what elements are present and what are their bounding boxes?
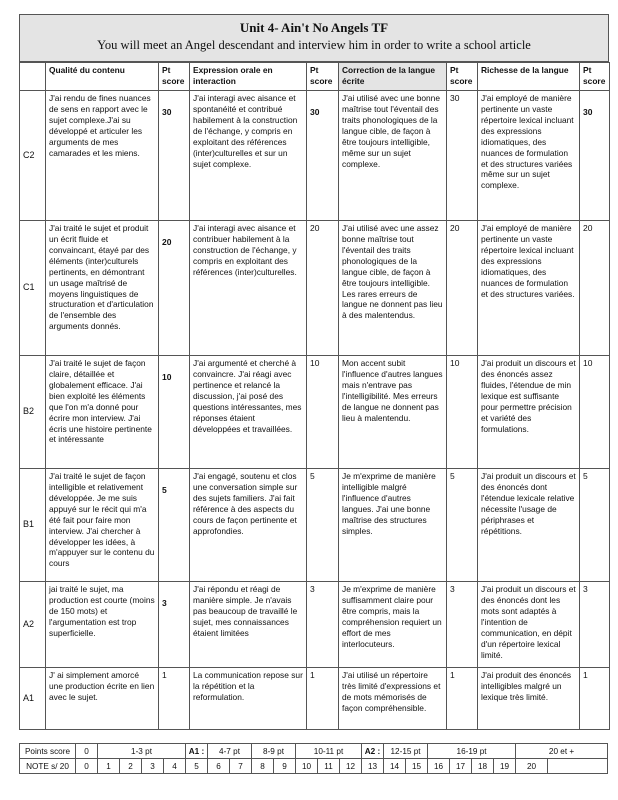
score-cell: 3 <box>580 582 610 668</box>
rubric-row-c2 <box>20 91 610 221</box>
note-value: 13 <box>362 759 384 774</box>
score-cell: 5 <box>307 469 339 582</box>
richesse-cell: J'ai employé de manière pertinente un vaste répertoire lexical incluant des expressions idiomatiques, des nuances de formulation et des structures variées. <box>478 221 580 356</box>
richesse-cell: J'ai employé de manière pertinente un vaste répertoire lexical incluant des expressions idiomatiques, des nuances de formulation et des structures variées même sur un sujet complexe. <box>478 91 580 221</box>
score-cell: 30 <box>307 91 339 221</box>
points-range: 4-7 pt <box>208 744 252 759</box>
score-cell: 3 <box>307 582 339 668</box>
score-scale-table <box>19 743 608 774</box>
points-range: 16-19 pt <box>428 744 516 759</box>
expression-cell: J'ai répondu et réagi de manière simple. Je n'avais pas beaucoup de travaillé le sujet, mes connaissances étaient limitées <box>190 582 307 668</box>
score-cell: 30 <box>580 91 610 221</box>
points-range: 0 <box>76 744 98 759</box>
note-label: NOTE s/ 20 <box>20 759 76 774</box>
pt-score-header: Pt score <box>580 63 610 91</box>
score-cell: 20 <box>159 221 190 356</box>
rubric-row-b1 <box>20 469 610 582</box>
note-value: 20 <box>516 759 548 774</box>
richesse-cell: J'ai produit un discours et des énoncés dont l'étendue lexicale relative nécessite l'usage de périphrases et répétitions. <box>478 469 580 582</box>
note-value: 15 <box>406 759 428 774</box>
unit-title: Unit 4- Ain't No Angels TF <box>239 20 389 35</box>
note-value: 18 <box>472 759 494 774</box>
note-value: 11 <box>318 759 340 774</box>
points-row <box>20 744 608 759</box>
points-range: 8-9 pt <box>252 744 296 759</box>
pt-score-header: Pt score <box>447 63 478 91</box>
level-header <box>20 63 46 91</box>
rubric-row-c1 <box>20 221 610 356</box>
pt-score-header: Pt score <box>307 63 339 91</box>
richesse-cell: J'ai produit un discours et des énoncés dont les mots sont adaptés à l'intention de communication, en dépit d'un répertoire lexical limité. <box>478 582 580 668</box>
correction-cell: J'ai utilisé avec une bonne maîtrise tout l'éventail des traits phonologiques de la langue cible, de façon à être toujours intelligible, même sur un sujet complexe. <box>339 91 447 221</box>
points-range: 12-15 pt <box>384 744 428 759</box>
qualite-cell: J'ai traité le sujet de façon claire, détaillée et globalement efficace. J'ai bien exploité les éléments que l'on m'a donné pour écrire mon interview. J'ai écris une histoire pertinente et intéressante <box>46 356 159 469</box>
note-value: 1 <box>98 759 120 774</box>
qualite-cell: J'ai traité le sujet de façon intelligible et relativement développée. Je me suis appuyé sur le récit qui m'a été fait pour faire mon interview. J'ai chercher à développer les idées, à m'appuyer sur le contenu du cours <box>46 469 159 582</box>
rubric-header-row <box>20 63 610 91</box>
note-value: 19 <box>494 759 516 774</box>
note-value: 2 <box>120 759 142 774</box>
correction-header: Correction de la langue écrite <box>339 63 447 91</box>
note-value: 8 <box>252 759 274 774</box>
note-value: 0 <box>76 759 98 774</box>
notes-row <box>20 759 608 774</box>
level-label: A2 <box>20 582 46 668</box>
unit-subtitle: You will meet an Angel descendant and interview him in order to write a school article <box>97 38 531 52</box>
score-cell: 1 <box>447 668 478 730</box>
points-range: 1-3 pt <box>98 744 186 759</box>
correction-cell: Je m'exprime de manière suffisamment claire pour être compris, mais la compréhension requiert un effort de mes interlocuteurs. <box>339 582 447 668</box>
note-value: 7 <box>230 759 252 774</box>
qualite-cell: J'ai traité le sujet et produit un écrit fluide et convaincant, étayé par des éléments (inter)culturels pertinents, en démontrant un usage maîtrisé de moyens linguistiques de structuration et d'articulation de l'ensemble des arguments donnés. <box>46 221 159 356</box>
level-label: C1 <box>20 221 46 356</box>
score-cell: 10 <box>159 356 190 469</box>
note-value: 9 <box>274 759 296 774</box>
note-value: 17 <box>450 759 472 774</box>
rubric-table <box>19 62 610 730</box>
correction-cell: Mon accent subit l'influence d'autres langues mais n'entrave pas l'intelligibilité. Mes erreurs de langue ne donnent pas lieu à malentendu. <box>339 356 447 469</box>
rubric-row-a2 <box>20 582 610 668</box>
score-cell: 10 <box>447 356 478 469</box>
expression-header: Expression orale en interaction <box>190 63 307 91</box>
qualite-cell: J' ai simplement amorcé une production écrite en lien avec le sujet. <box>46 668 159 730</box>
points-label: Points score <box>20 744 76 759</box>
score-cell: 30 <box>159 91 190 221</box>
score-cell: 1 <box>580 668 610 730</box>
qualite-cell: jai traité le sujet, ma production est courte (moins de 150 mots) et l'argumentation est trop superficielle. <box>46 582 159 668</box>
level-label: B1 <box>20 469 46 582</box>
note-value: 5 <box>186 759 208 774</box>
correction-cell: Je m'exprime de manière intelligible malgré l'influence d'autres langues. J'ai une bonne maîtrise des structures simples. <box>339 469 447 582</box>
qualite-header: Qualité du contenu <box>46 63 159 91</box>
richesse-header: Richesse de la langue <box>478 63 580 91</box>
rubric-row-a1 <box>20 668 610 730</box>
points-range: 10-11 pt <box>296 744 362 759</box>
score-cell: 1 <box>307 668 339 730</box>
expression-cell: J'ai argumenté et cherché à convaincre. J'ai réagi avec pertinence et relancé la discussion, j'ai posé des questions intéressantes, mes réponses étaient développées et travaillées. <box>190 356 307 469</box>
correction-cell: J'ai utilisé un répertoire très limité d'expressions et de mots mémorisés de façon compréhensible. <box>339 668 447 730</box>
note-value: 10 <box>296 759 318 774</box>
richesse-cell: J'ai produit un discours et des énoncés assez fluides, l'étendue de min lexique est suffisante pour permettre précision et variété des formulations. <box>478 356 580 469</box>
points-range: 20 et + <box>516 744 608 759</box>
level-label: A1 <box>20 668 46 730</box>
level-label: C2 <box>20 91 46 221</box>
level-marker: A2 : <box>362 744 384 759</box>
score-cell: 3 <box>159 582 190 668</box>
score-cell: 5 <box>159 469 190 582</box>
rubric-row-b2 <box>20 356 610 469</box>
pt-score-header: Pt score <box>159 63 190 91</box>
score-cell: 20 <box>307 221 339 356</box>
note-value: 12 <box>340 759 362 774</box>
note-value: 16 <box>428 759 450 774</box>
score-cell: 3 <box>447 582 478 668</box>
expression-cell: J'ai interagi avec aisance et contribuer habilement à la construction de l'échange, y compris en exploitant des références (inter)culturelles. <box>190 221 307 356</box>
score-cell: 10 <box>580 356 610 469</box>
level-label: B2 <box>20 356 46 469</box>
note-value: 4 <box>164 759 186 774</box>
correction-cell: J'ai utilisé avec une assez bonne maîtrise tout l'éventail des traits phonologiques de la langue cible, de façon à être toujours intelligible. Les rares erreurs de langue ne donnent pas lieu à des malentendus. <box>339 221 447 356</box>
richesse-cell: J'ai produit des énoncés intelligibles malgré un lexique très limité. <box>478 668 580 730</box>
score-cell: 30 <box>447 91 478 221</box>
level-marker: A1 : <box>186 744 208 759</box>
score-cell: 20 <box>447 221 478 356</box>
title-banner <box>19 14 609 62</box>
score-cell: 20 <box>580 221 610 356</box>
expression-cell: J'ai engagé, soutenu et clos une conversation simple sur des sujets familiers. J'ai fait référence à des aspects du cours de façon pertinente et approfondies. <box>190 469 307 582</box>
note-empty <box>548 759 608 774</box>
expression-cell: La communication repose sur la répétition et la reformulation. <box>190 668 307 730</box>
expression-cell: J'ai interagi avec aisance et spontanéité et contribué habilement à la construction de l'échange, y compris en exploitant des références (inter)culturelles et sur un sujet complexe. <box>190 91 307 221</box>
note-value: 14 <box>384 759 406 774</box>
score-cell: 5 <box>580 469 610 582</box>
score-cell: 10 <box>307 356 339 469</box>
note-value: 3 <box>142 759 164 774</box>
note-value: 6 <box>208 759 230 774</box>
qualite-cell: J'ai rendu de fines nuances de sens en rapport avec le sujet complexe.J'ai su développé et articuler les arguments de mes camarades et les miens. <box>46 91 159 221</box>
score-cell: 5 <box>447 469 478 582</box>
score-cell: 1 <box>159 668 190 730</box>
